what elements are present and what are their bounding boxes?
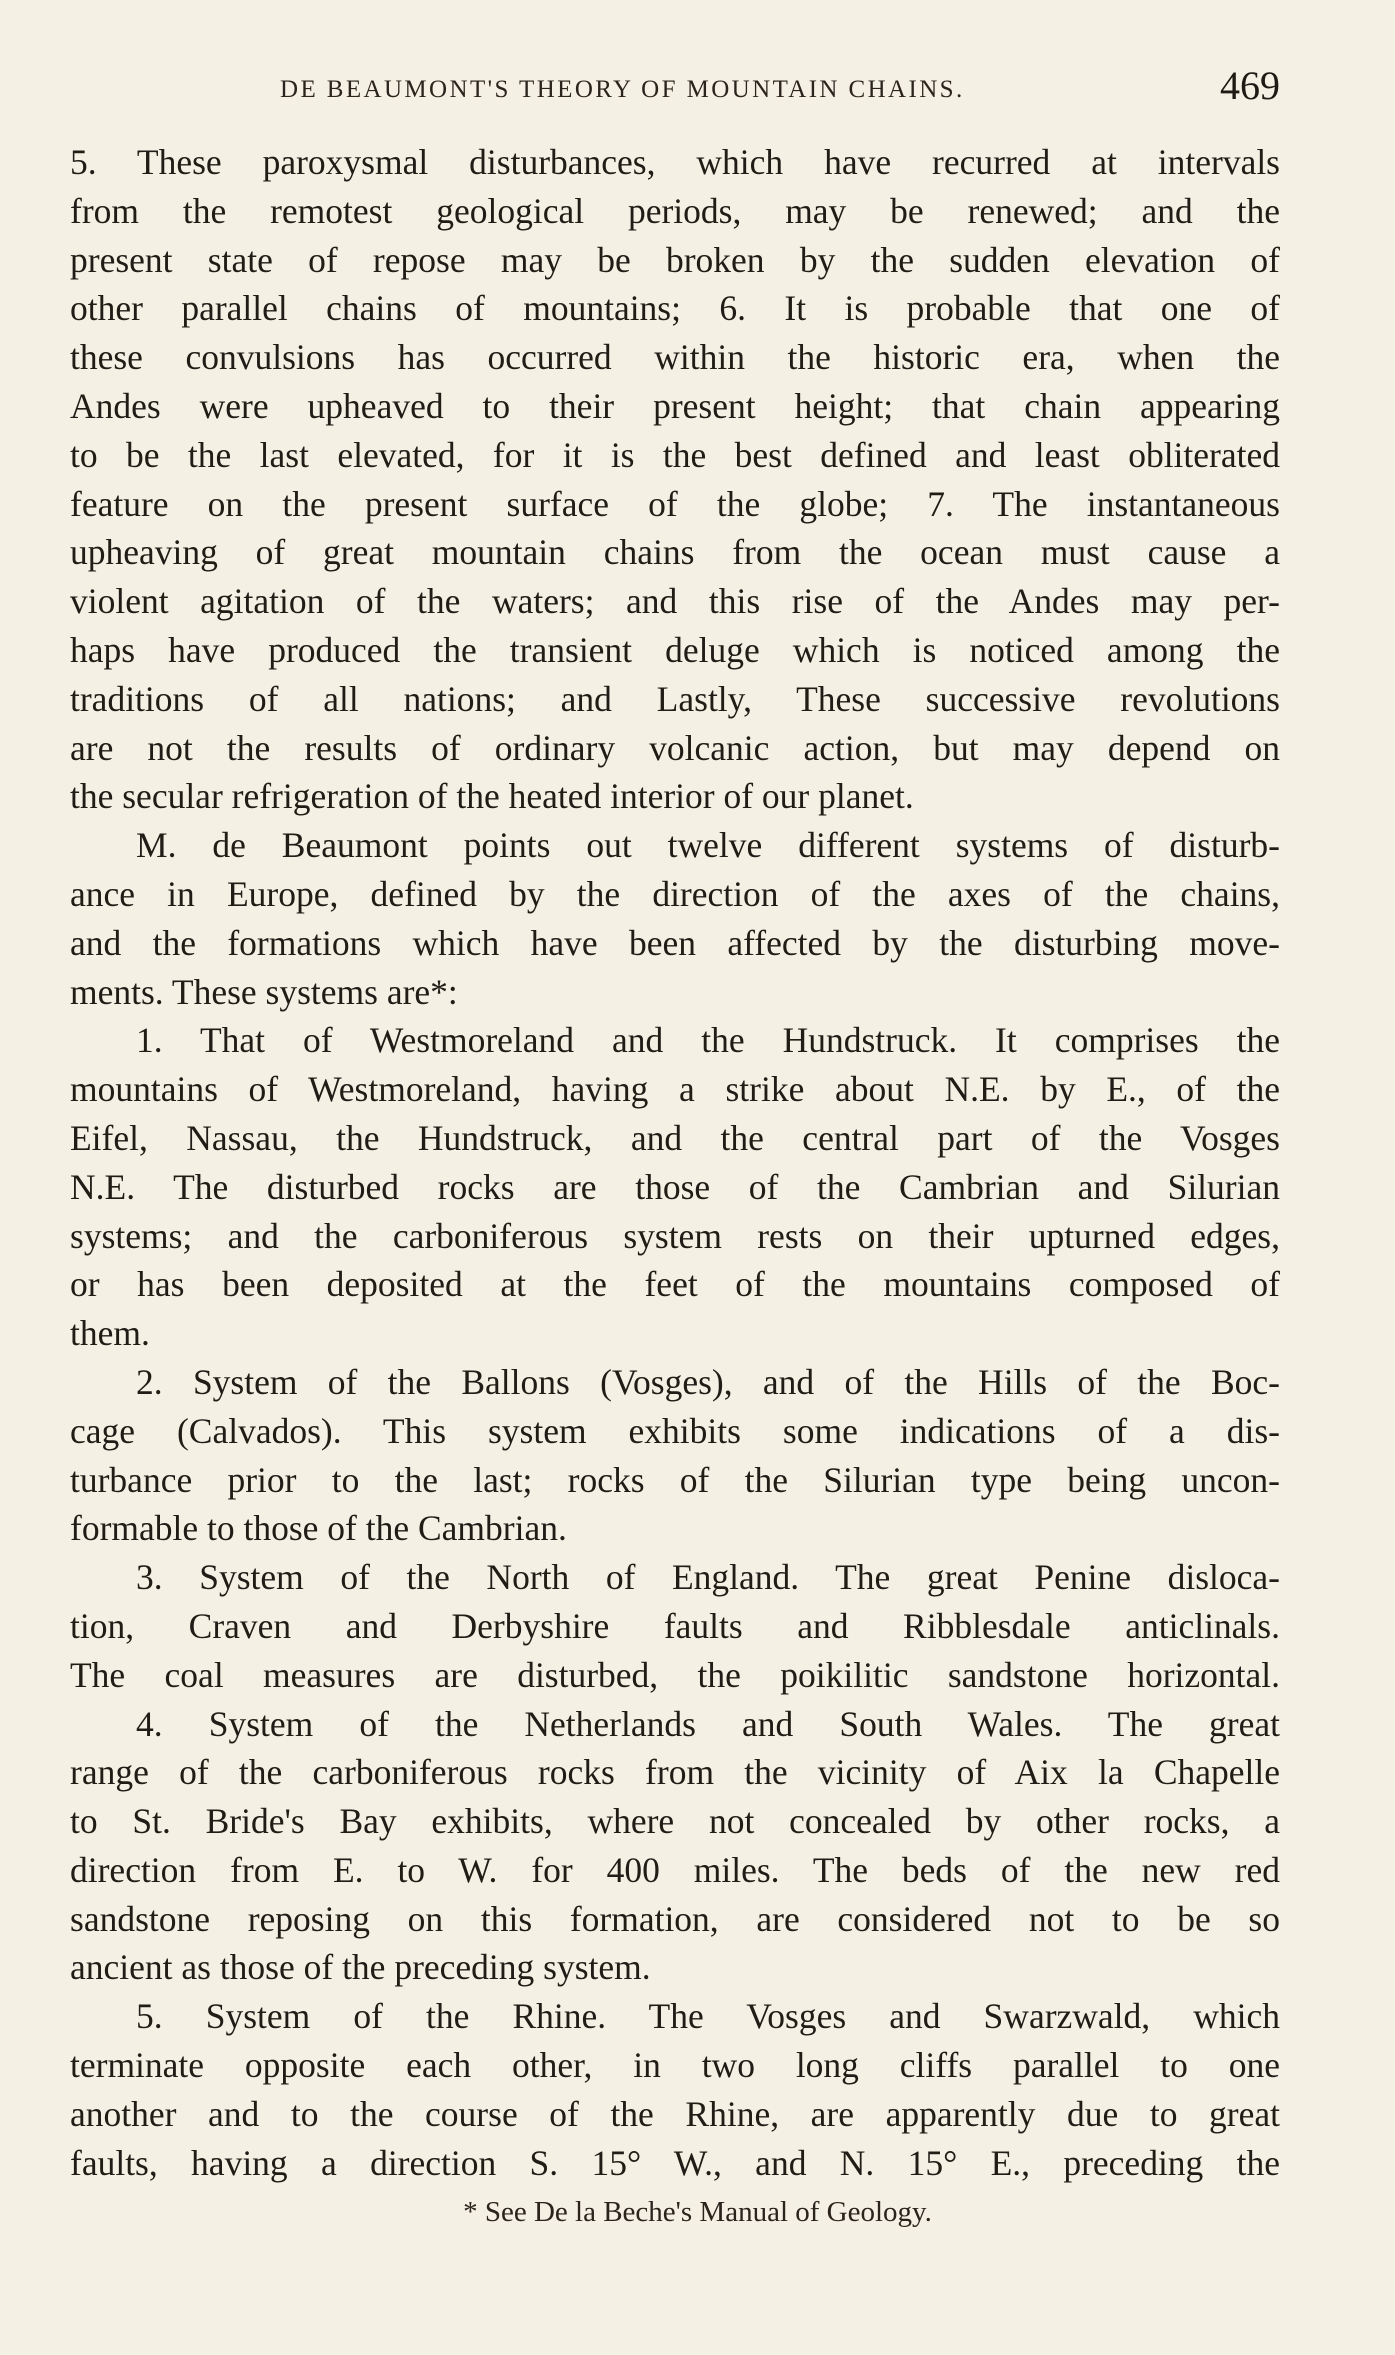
text-line: turbance prior to the last; rocks of the Silurian type being uncon- xyxy=(70,1459,1280,1500)
text-line: or has been deposited at the feet of the mountains composed of xyxy=(70,1264,1280,1305)
text-line: from the remotest geological periods, may be renewed; and the xyxy=(70,190,1280,231)
text-line: terminate opposite each other, in two long cliffs parallel to one xyxy=(70,2045,1280,2086)
text-line: upheaving of great mountain chains from the ocean must cause a xyxy=(70,532,1280,573)
text-line: haps have produced the transient deluge which is noticed among the xyxy=(70,629,1280,670)
text-line: ancient as those of the preceding system. xyxy=(70,1947,651,1988)
text-line: Eifel, Nassau, the Hundstruck, and the central part of the Vosges xyxy=(70,1117,1280,1158)
text-line: mountains of Westmoreland, having a strike about N.E. by E., of the xyxy=(70,1069,1280,1110)
text-line: these convulsions has occurred within the historic era, when the xyxy=(70,337,1280,378)
page-header xyxy=(70,62,1280,122)
text-line: feature on the present surface of the globe; 7. The instantaneous xyxy=(70,483,1280,524)
running-head: DE BEAUMONT'S THEORY OF MOUNTAIN CHAINS. xyxy=(280,76,965,103)
text-line: the secular refrigeration of the heated interior of our planet. xyxy=(70,776,914,817)
text-line: to St. Bride's Bay exhibits, where not concealed by other rocks, a xyxy=(70,1801,1280,1842)
text-line: tion, Craven and Derbyshire faults and Ribblesdale anticlinals. xyxy=(70,1605,1280,1646)
page-number: 469 xyxy=(1220,63,1280,108)
text-line: 4. System of the Netherlands and South Wales. The great xyxy=(136,1703,1280,1744)
text-line: sandstone reposing on this formation, are considered not to be so xyxy=(70,1898,1280,1939)
text-line: present state of repose may be broken by the sudden elevation of xyxy=(70,239,1280,280)
text-line: 2. System of the Ballons (Vosges), and of the Hills of the Boc- xyxy=(136,1361,1280,1402)
text-line: The coal measures are disturbed, the poikilitic sandstone horizontal. xyxy=(70,1654,1280,1695)
text-line: 3. System of the North of England. The great Penine disloca- xyxy=(136,1557,1280,1598)
text-line: range of the carboniferous rocks from the vicinity of Aix la Chapelle xyxy=(70,1752,1280,1793)
text-line: cage (Calvados). This system exhibits some indications of a dis- xyxy=(70,1410,1280,1451)
text-line: traditions of all nations; and Lastly, These successive revolutions xyxy=(70,678,1280,719)
footnote: * See De la Beche's Manual of Geology. xyxy=(463,2196,932,2228)
text-line: 1. That of Westmoreland and the Hundstruck. It comprises the xyxy=(136,1020,1280,1061)
text-line: to be the last elevated, for it is the best defined and least obliterated xyxy=(70,434,1280,475)
text-line: them. xyxy=(70,1313,150,1354)
text-line: and the formations which have been affected by the disturbing move- xyxy=(70,922,1280,963)
text-line: direction from E. to W. for 400 miles. The beds of the new red xyxy=(70,1849,1280,1890)
text-line: violent agitation of the waters; and this rise of the Andes may per- xyxy=(70,581,1280,622)
text-line: other parallel chains of mountains; 6. It is probable that one of xyxy=(70,288,1280,329)
text-line: Andes were upheaved to their present height; that chain appearing xyxy=(70,385,1280,426)
text-line: N.E. The disturbed rocks are those of the Cambrian and Silurian xyxy=(70,1166,1280,1207)
text-line: another and to the course of the Rhine, are apparently due to great xyxy=(70,2093,1280,2134)
text-line: ance in Europe, defined by the direction of the axes of the chains, xyxy=(70,873,1280,914)
text-line: formable to those of the Cambrian. xyxy=(70,1508,567,1549)
text-line: 5. System of the Rhine. The Vosges and Swarzwald, which xyxy=(136,1996,1280,2037)
text-line: M. de Beaumont points out twelve different systems of disturb- xyxy=(136,825,1280,866)
text-line: ments. These systems are*: xyxy=(70,971,458,1012)
text-line: systems; and the carboniferous system rests on their upturned edges, xyxy=(70,1215,1280,1256)
text-line: faults, having a direction S. 15° W., and N. 15° E., preceding the xyxy=(70,2142,1280,2183)
text-line: are not the results of ordinary volcanic action, but may depend on xyxy=(70,727,1280,768)
text-line: 5. These paroxysmal disturbances, which have recurred at intervals xyxy=(70,142,1280,182)
body-text xyxy=(70,138,1280,2187)
